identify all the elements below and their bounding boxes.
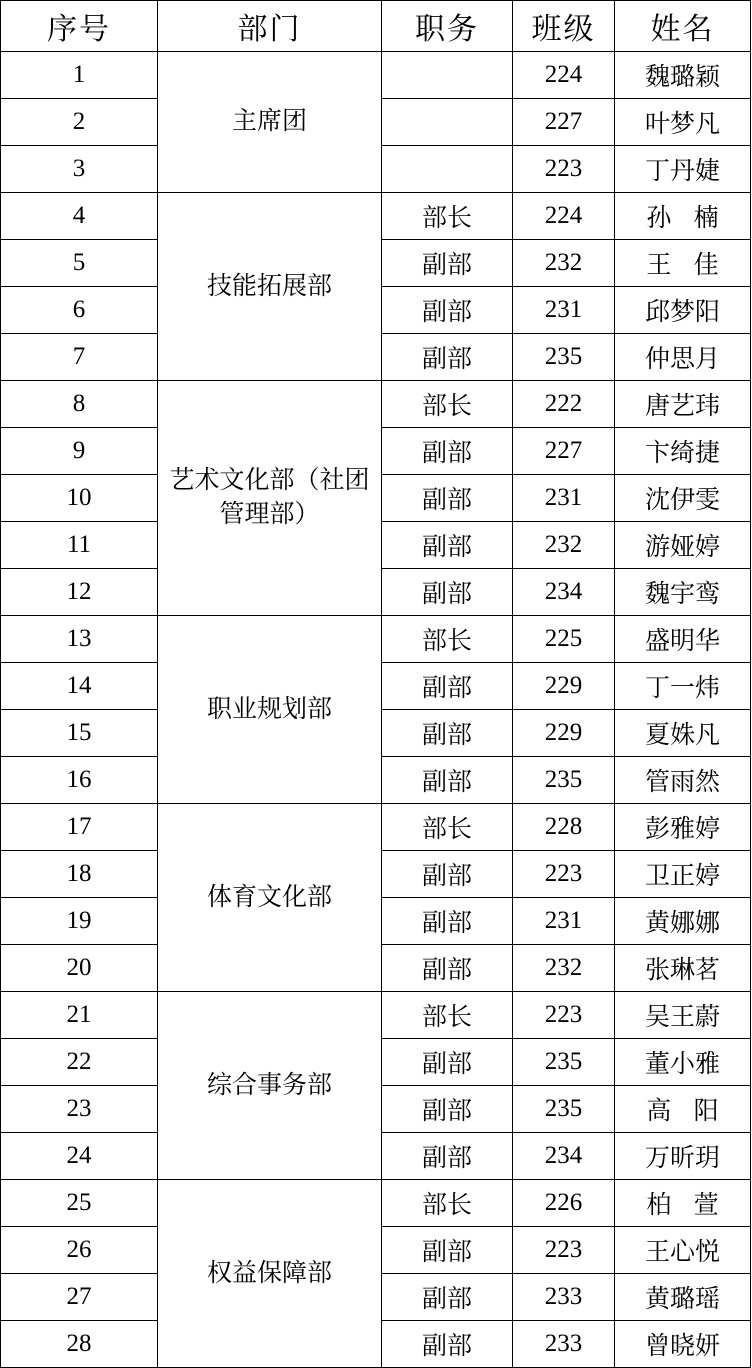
cell-department: 权益保障部 [158,1180,382,1368]
cell-name: 游娅婷 [615,522,751,569]
cell-index: 8 [1,381,158,428]
cell-department: 体育文化部 [158,804,382,992]
cell-name: 卞绮捷 [615,428,751,475]
cell-class: 233 [513,1274,615,1321]
cell-name: 吴王蔚 [615,992,751,1039]
table-row [1,1180,751,1227]
cell-role: 副部 [382,569,513,616]
cell-name: 王心悦 [615,1227,751,1274]
table-row [1,52,751,99]
cell-class: 227 [513,428,615,475]
cell-department: 技能拓展部 [158,193,382,381]
cell-role: 部长 [382,381,513,428]
cell-index: 22 [1,1039,158,1086]
cell-index: 19 [1,898,158,945]
column-header-index: 序号 [1,1,158,52]
cell-class: 224 [513,52,615,99]
cell-name: 叶梦凡 [615,99,751,146]
cell-name: 夏姝凡 [615,710,751,757]
cell-class: 234 [513,569,615,616]
cell-class: 223 [513,992,615,1039]
cell-name: 张琳茗 [615,945,751,992]
cell-name: 柏 萱 [615,1180,751,1227]
cell-name: 孙 楠 [615,193,751,240]
cell-name: 高 阳 [615,1086,751,1133]
cell-department: 主席团 [158,52,382,193]
cell-role: 副部 [382,1321,513,1368]
cell-class: 235 [513,1039,615,1086]
cell-role: 副部 [382,287,513,334]
table-header [1,1,751,52]
cell-index: 3 [1,146,158,193]
cell-role: 副部 [382,1039,513,1086]
cell-name: 仲思月 [615,334,751,381]
cell-name: 管雨然 [615,757,751,804]
cell-class: 235 [513,1086,615,1133]
cell-class: 229 [513,710,615,757]
cell-index: 10 [1,475,158,522]
cell-name: 魏宇鸾 [615,569,751,616]
cell-name: 卫正婷 [615,851,751,898]
cell-index: 14 [1,663,158,710]
cell-class: 232 [513,945,615,992]
column-header-department: 部门 [158,1,382,52]
cell-role: 副部 [382,334,513,381]
cell-role: 副部 [382,522,513,569]
cell-name: 唐艺玮 [615,381,751,428]
cell-name: 王 佳 [615,240,751,287]
header-row [1,1,751,52]
cell-name: 黄娜娜 [615,898,751,945]
cell-role: 副部 [382,240,513,287]
cell-index: 16 [1,757,158,804]
cell-role: 副部 [382,945,513,992]
cell-index: 5 [1,240,158,287]
table-row [1,992,751,1039]
cell-name: 盛明华 [615,616,751,663]
cell-index: 12 [1,569,158,616]
cell-role: 副部 [382,898,513,945]
cell-class: 235 [513,757,615,804]
cell-class: 232 [513,240,615,287]
cell-index: 25 [1,1180,158,1227]
cell-index: 1 [1,52,158,99]
cell-name: 丁丹婕 [615,146,751,193]
cell-index: 7 [1,334,158,381]
table-row [1,804,751,851]
cell-role: 副部 [382,1227,513,1274]
table-row [1,381,751,428]
cell-role: 副部 [382,663,513,710]
cell-class: 228 [513,804,615,851]
cell-index: 28 [1,1321,158,1368]
cell-department: 职业规划部 [158,616,382,804]
cell-class: 226 [513,1180,615,1227]
cell-class: 224 [513,193,615,240]
cell-department: 综合事务部 [158,992,382,1180]
cell-class: 222 [513,381,615,428]
cell-index: 21 [1,992,158,1039]
cell-class: 225 [513,616,615,663]
cell-index: 9 [1,428,158,475]
cell-class: 231 [513,287,615,334]
cell-role: 部长 [382,193,513,240]
cell-class: 229 [513,663,615,710]
cell-index: 26 [1,1227,158,1274]
cell-name: 曾晓妍 [615,1321,751,1368]
cell-role: 部长 [382,992,513,1039]
cell-department: 艺术文化部（社团管理部） [158,381,382,616]
cell-role: 副部 [382,428,513,475]
column-header-class: 班级 [513,1,615,52]
cell-name: 董小雅 [615,1039,751,1086]
cell-index: 17 [1,804,158,851]
cell-class: 223 [513,146,615,193]
cell-index: 23 [1,1086,158,1133]
table-row [1,616,751,663]
cell-class: 231 [513,898,615,945]
cell-class: 233 [513,1321,615,1368]
cell-index: 6 [1,287,158,334]
cell-index: 20 [1,945,158,992]
cell-name: 邱梦阳 [615,287,751,334]
cell-class: 234 [513,1133,615,1180]
cell-name: 沈伊雯 [615,475,751,522]
cell-index: 13 [1,616,158,663]
cell-class: 231 [513,475,615,522]
cell-name: 彭雅婷 [615,804,751,851]
cell-name: 魏璐颖 [615,52,751,99]
column-header-role: 职务 [382,1,513,52]
cell-index: 2 [1,99,158,146]
cell-name: 丁一炜 [615,663,751,710]
cell-class: 223 [513,1227,615,1274]
cell-role: 部长 [382,1180,513,1227]
cell-index: 27 [1,1274,158,1321]
cell-role: 副部 [382,1086,513,1133]
cell-role: 副部 [382,475,513,522]
cell-role: 副部 [382,1274,513,1321]
cell-name: 黄璐瑶 [615,1274,751,1321]
cell-class: 232 [513,522,615,569]
table-body [1,52,751,1368]
cell-role: 副部 [382,710,513,757]
cell-role: 副部 [382,1133,513,1180]
cell-role [382,99,513,146]
cell-role: 副部 [382,851,513,898]
cell-role: 副部 [382,757,513,804]
cell-class: 235 [513,334,615,381]
cell-role: 部长 [382,616,513,663]
cell-index: 18 [1,851,158,898]
cell-index: 15 [1,710,158,757]
column-header-name: 姓名 [615,1,751,52]
cell-class: 223 [513,851,615,898]
table-row [1,193,751,240]
cell-role [382,52,513,99]
cell-role [382,146,513,193]
cell-role: 部长 [382,804,513,851]
cell-index: 4 [1,193,158,240]
cell-index: 24 [1,1133,158,1180]
cell-name: 万昕玥 [615,1133,751,1180]
cell-class: 227 [513,99,615,146]
cell-index: 11 [1,522,158,569]
